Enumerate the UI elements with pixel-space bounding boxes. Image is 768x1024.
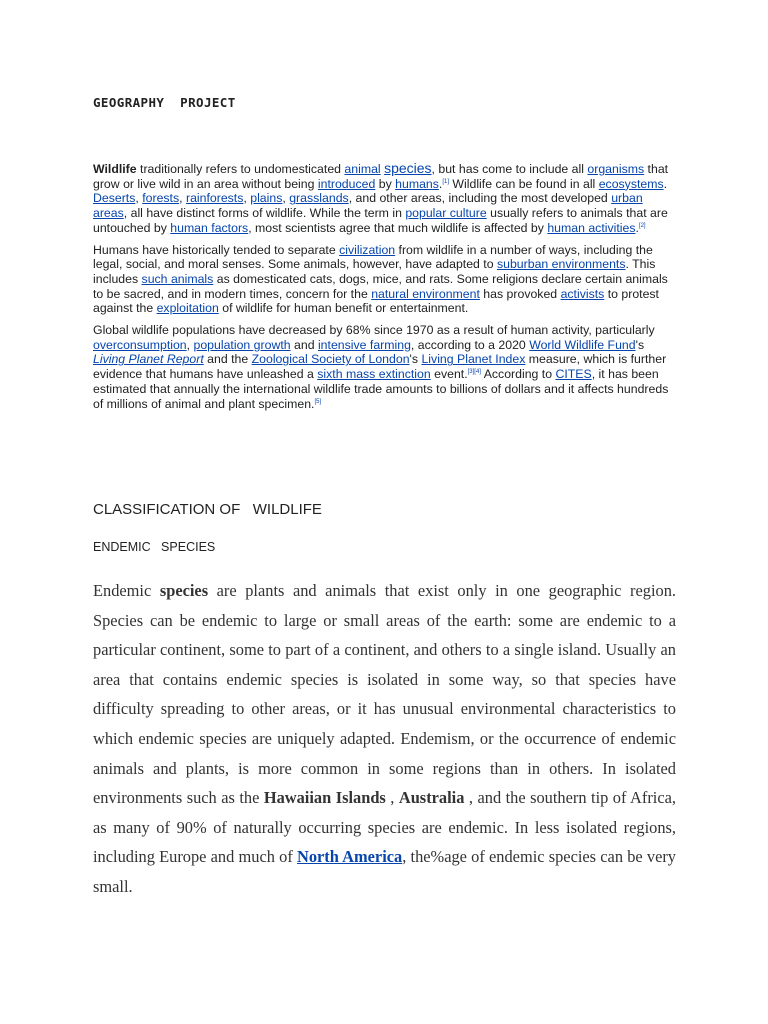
reference-1[interactable]: [1] [442, 178, 449, 185]
text: of wildlife for human benefit or entertainment. [218, 301, 469, 316]
text: , [282, 191, 290, 206]
text: According to [480, 367, 556, 382]
wildlife-intro [93, 161, 678, 418]
term-australia: Australia [398, 788, 465, 808]
heading-endemic-species: ENDEMIC SPECIES [93, 540, 216, 554]
text: , [179, 191, 186, 206]
term-species: species [159, 581, 209, 600]
link-introduced[interactable]: introduced [317, 176, 376, 191]
text: usually refers to animals that are untouched by [93, 206, 668, 235]
link-sixth-mass-extinction[interactable]: sixth mass extinction [317, 367, 431, 382]
text: from wildlife in a number of ways, including the legal, social, and moral senses. Some animals, however, have adapted to [93, 242, 653, 272]
link-deserts[interactable]: Deserts [93, 191, 136, 206]
text: , most scientists agree that much wildlife is affected by [248, 220, 548, 235]
link-overconsumption[interactable]: overconsumption [93, 337, 187, 352]
link-natural-environment[interactable]: natural environment [371, 286, 480, 301]
text: to protest against the [93, 286, 659, 316]
text: , and the southern tip of Africa, as many of 90% of naturally occurring species are endemic. In less isolated regions, including Europe and much of [93, 788, 676, 867]
text: . [635, 220, 639, 235]
link-species[interactable]: species [384, 160, 432, 176]
link-civilization[interactable]: civilization [339, 242, 396, 257]
text: , but has come to include all [431, 162, 588, 176]
endemic-paragraph [93, 576, 676, 902]
link-living-planet-report[interactable]: Living Planet Report [93, 352, 204, 367]
text: . This includes [93, 257, 656, 286]
text: and [290, 337, 318, 352]
text: 's [409, 352, 422, 367]
text: traditionally refers to undomesticated [136, 162, 345, 176]
paragraph-1: Wildlife traditionally refers to undomesticated animal species, but has come to include all organisms that grow or live wild in an area without being introduced by humans.[1] Wildlife can be found in all ecosystems. Deserts, forests, rainforests, plains, grasslands, and other areas, including the most developed urban areas, all have distinct forms of wildlife. While the term in popular culture usually refers to animals that are untouched by human factors, most scientists agree that much wildlife is affected by human activities.[2] [93, 160, 669, 235]
link-ecosystems[interactable]: ecosystems [598, 176, 664, 191]
text: by [375, 176, 396, 191]
link-living-planet-index[interactable]: Living Planet Index [421, 352, 526, 367]
reference-5[interactable]: [5] [314, 398, 322, 405]
text: , according to a 2020 [410, 337, 530, 352]
text: as domesticated cats, dogs, mice, and rats. Some religions declare certain animals to be sacred, and in modern times, concern for the [93, 271, 668, 301]
link-rainforests[interactable]: rainforests [185, 191, 244, 206]
link-animal[interactable]: animal [344, 162, 381, 176]
link-intensive-farming[interactable]: intensive farming [317, 337, 411, 352]
page-title: GEOGRAPHY PROJECT [93, 95, 236, 110]
link-humans[interactable]: humans [395, 176, 439, 191]
text: , [243, 191, 251, 206]
paragraph-3 [93, 323, 678, 411]
text: , the%age of endemic species can be very small. [93, 847, 677, 896]
link-organisms[interactable]: organisms [587, 162, 645, 176]
text: Endemic [93, 581, 160, 600]
text: event. [430, 367, 468, 382]
link-such-animals[interactable]: such animals [141, 271, 214, 286]
paragraph-2 [93, 243, 678, 317]
link-north-america[interactable]: North America [296, 847, 403, 867]
reference-2[interactable]: [2] [638, 222, 646, 229]
link-plains[interactable]: plains [250, 191, 283, 206]
link-activists[interactable]: activists [560, 286, 605, 301]
text: Global wildlife populations have decreased by 68% since 1970 as a result of human activity, particularly [93, 323, 655, 338]
heading-classification: CLASSIFICATION OF WILDLIFE [93, 501, 322, 518]
link-popular-culture[interactable]: popular culture [405, 206, 487, 221]
text: , [385, 788, 399, 808]
text: and the [203, 352, 252, 367]
text: Wildlife can be found in all [449, 176, 599, 191]
text: , it has been estimated that annually the international wildlife trade amounts to billions of dollars and it affects hundreds of millions of animal and plant specimen. [93, 367, 669, 411]
term-wildlife: Wildlife [93, 162, 137, 176]
term-hawaiian-islands: Hawaiian Islands [263, 788, 386, 808]
link-cites[interactable]: CITES [555, 367, 592, 382]
text: has provoked [479, 286, 561, 301]
link-population-growth[interactable]: population growth [193, 337, 291, 352]
text: that grow or live wild in an area without being [93, 162, 669, 191]
link-world-wildlife-fund[interactable]: World Wildlife Fund [529, 337, 636, 352]
text: , [135, 191, 143, 206]
reference-3-4[interactable]: [3][4] [467, 369, 481, 376]
text: , [186, 337, 194, 352]
text: are plants and animals that exist only in one geographic region. Species can be endemic to large or small areas of the earth: some are endemic to a particular continent, some to part of a continent, and others to a single island. Usually an area that contains endemic species is isolated in some way, so that species have difficulty spreading to other areas, or it has unusual environmental characteristics to which endemic species are uniquely adapted. Endemism, or the occurrence of endemic animals and plants, is more common in some regions than in others. In isolated environments such as the [93, 581, 676, 808]
link-grasslands[interactable]: grasslands [289, 191, 349, 206]
text: , and other areas, including the most developed [348, 191, 612, 206]
text: measure, which is further evidence that humans have unleashed a [93, 352, 667, 382]
text: Humans have historically tended to separate [93, 242, 340, 257]
link-forests[interactable]: forests [142, 191, 180, 206]
link-urban-areas[interactable]: urban areas [93, 191, 643, 221]
link-suburban-environments[interactable]: suburban environments [496, 257, 626, 272]
text: , all have distinct forms of wildlife. While the term in [123, 206, 406, 221]
text: 's [635, 337, 645, 352]
link-human-activities[interactable]: human activities [547, 220, 636, 235]
link-human-factors[interactable]: human factors [170, 220, 249, 235]
link-exploitation[interactable]: exploitation [156, 301, 219, 316]
text: . [663, 176, 668, 191]
link-zoological-society[interactable]: Zoological Society of London [251, 352, 410, 367]
